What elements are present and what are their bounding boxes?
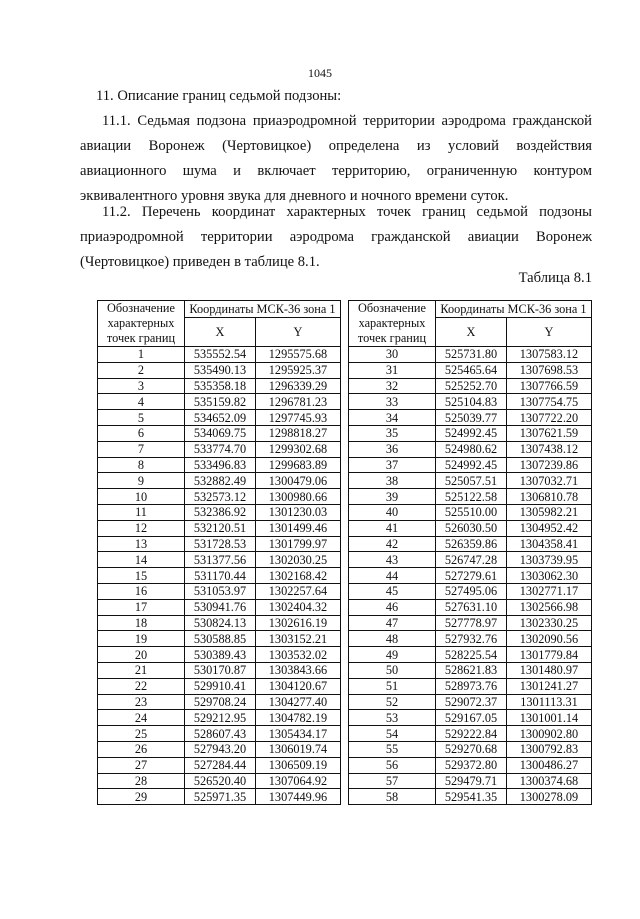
table-row (349, 694, 592, 710)
point-number-cell: 19 (98, 631, 185, 647)
point-number-cell: 26 (98, 741, 185, 757)
x-coordinate-cell: 525971.35 (185, 789, 256, 805)
point-number-cell: 33 (349, 394, 436, 410)
point-number-cell: 24 (98, 710, 185, 726)
x-coordinate-cell: 527284.44 (185, 757, 256, 773)
x-coordinate-cell: 529222.84 (436, 726, 507, 742)
table-row (349, 757, 592, 773)
table-caption: Таблица 8.1 (518, 270, 592, 286)
point-number-cell: 20 (98, 647, 185, 663)
point-number-cell: 16 (98, 583, 185, 599)
paragraph-subzone-description: 11.1. Седьмая подзона приаэродромной территории аэродрома гражданской авиации Воронеж (Чертовицкое) определена из условий воздействия авиационного шума и включает территорию, ограниченную контуром эквивалентного уровня звука для дневного и ночного времени суток. (80, 113, 592, 204)
table-row (98, 710, 341, 726)
point-number-cell: 34 (349, 410, 436, 426)
x-coordinate-cell: 531053.97 (185, 583, 256, 599)
y-coordinate-cell: 1303532.02 (256, 647, 341, 663)
table-row (98, 757, 341, 773)
x-coordinate-cell: 525039.77 (436, 410, 507, 426)
y-coordinate-cell: 1307754.75 (507, 394, 592, 410)
x-coordinate-cell: 534652.09 (185, 410, 256, 426)
point-number-cell: 2 (98, 362, 185, 378)
x-coordinate-cell: 527778.97 (436, 615, 507, 631)
y-coordinate-cell: 1302168.42 (256, 568, 341, 584)
table-row (98, 457, 341, 473)
y-coordinate-cell: 1306509.19 (256, 757, 341, 773)
y-coordinate-cell: 1296339.29 (256, 378, 341, 394)
table-row (98, 599, 341, 615)
table-row (349, 347, 592, 363)
x-coordinate-cell: 524980.62 (436, 441, 507, 457)
y-coordinate-cell: 1301241.27 (507, 678, 592, 694)
x-coordinate-cell: 525731.80 (436, 347, 507, 363)
y-coordinate-cell: 1297745.93 (256, 410, 341, 426)
y-coordinate-cell: 1302330.25 (507, 615, 592, 631)
table-row (98, 394, 341, 410)
x-coordinate-cell: 527943.20 (185, 741, 256, 757)
x-coordinate-cell: 525057.51 (436, 473, 507, 489)
x-coordinate-cell: 529212.95 (185, 710, 256, 726)
point-number-cell: 13 (98, 536, 185, 552)
x-coordinate-cell: 533496.83 (185, 457, 256, 473)
table-row (349, 726, 592, 742)
x-coordinate-cell: 529167.05 (436, 710, 507, 726)
point-number-cell: 8 (98, 457, 185, 473)
header-point-designation: Обозначение характерных точек границ (349, 301, 436, 347)
y-coordinate-cell: 1300792.83 (507, 741, 592, 757)
point-number-cell: 30 (349, 347, 436, 363)
table-row (98, 647, 341, 663)
y-coordinate-cell: 1304358.41 (507, 536, 592, 552)
y-coordinate-cell: 1302771.17 (507, 583, 592, 599)
point-number-cell: 28 (98, 773, 185, 789)
y-coordinate-cell: 1307449.96 (256, 789, 341, 805)
x-coordinate-cell: 531170.44 (185, 568, 256, 584)
table-row (98, 789, 341, 805)
table-row (98, 473, 341, 489)
point-number-cell: 37 (349, 457, 436, 473)
table-row (98, 662, 341, 678)
table-row (98, 520, 341, 536)
header-x: X (185, 318, 256, 347)
section-heading: 11. Описание границ седьмой подзоны: (96, 88, 342, 104)
y-coordinate-cell: 1307438.12 (507, 441, 592, 457)
x-coordinate-cell: 526030.50 (436, 520, 507, 536)
table-row (98, 773, 341, 789)
y-coordinate-cell: 1295575.68 (256, 347, 341, 363)
x-coordinate-cell: 533774.70 (185, 441, 256, 457)
x-coordinate-cell: 532882.49 (185, 473, 256, 489)
point-number-cell: 10 (98, 489, 185, 505)
table-row (98, 631, 341, 647)
y-coordinate-cell: 1307722.20 (507, 410, 592, 426)
point-number-cell: 58 (349, 789, 436, 805)
x-coordinate-cell: 528973.76 (436, 678, 507, 694)
y-coordinate-cell: 1302030.25 (256, 552, 341, 568)
x-coordinate-cell: 525465.64 (436, 362, 507, 378)
x-coordinate-cell: 528607.43 (185, 726, 256, 742)
x-coordinate-cell: 529708.24 (185, 694, 256, 710)
x-coordinate-cell: 527495.06 (436, 583, 507, 599)
y-coordinate-cell: 1300486.27 (507, 757, 592, 773)
point-number-cell: 31 (349, 362, 436, 378)
y-coordinate-cell: 1307239.86 (507, 457, 592, 473)
x-coordinate-cell: 526359.86 (436, 536, 507, 552)
header-y: Y (507, 318, 592, 347)
point-number-cell: 25 (98, 726, 185, 742)
table-row (98, 615, 341, 631)
x-coordinate-cell: 534069.75 (185, 425, 256, 441)
point-number-cell: 36 (349, 441, 436, 457)
point-number-cell: 49 (349, 647, 436, 663)
table-row (349, 362, 592, 378)
y-coordinate-cell: 1304120.67 (256, 678, 341, 694)
point-number-cell: 48 (349, 631, 436, 647)
table-body-right (349, 347, 592, 805)
x-coordinate-cell: 529479.71 (436, 773, 507, 789)
x-coordinate-cell: 535358.18 (185, 378, 256, 394)
point-number-cell: 23 (98, 694, 185, 710)
table-row (98, 726, 341, 742)
table-row (98, 378, 341, 394)
point-number-cell: 40 (349, 504, 436, 520)
table-row (349, 520, 592, 536)
point-number-cell: 32 (349, 378, 436, 394)
table-row (349, 552, 592, 568)
table-row (349, 378, 592, 394)
table-row (349, 599, 592, 615)
point-number-cell: 11 (98, 504, 185, 520)
table-body-left (98, 347, 341, 805)
y-coordinate-cell: 1304277.40 (256, 694, 341, 710)
y-coordinate-cell: 1303843.66 (256, 662, 341, 678)
table-row (349, 489, 592, 505)
table-row (349, 410, 592, 426)
y-coordinate-cell: 1307032.71 (507, 473, 592, 489)
y-coordinate-cell: 1303062.30 (507, 568, 592, 584)
point-number-cell: 42 (349, 536, 436, 552)
x-coordinate-cell: 529372.80 (436, 757, 507, 773)
table-row (349, 773, 592, 789)
x-coordinate-cell: 527631.10 (436, 599, 507, 615)
header-point-designation: Обозначение характерных точек границ (98, 301, 185, 347)
x-coordinate-cell: 530389.43 (185, 647, 256, 663)
y-coordinate-cell: 1300980.66 (256, 489, 341, 505)
x-coordinate-cell: 527932.76 (436, 631, 507, 647)
y-coordinate-cell: 1305434.17 (256, 726, 341, 742)
point-number-cell: 6 (98, 425, 185, 441)
table-row (349, 457, 592, 473)
x-coordinate-cell: 529072.37 (436, 694, 507, 710)
y-coordinate-cell: 1299302.68 (256, 441, 341, 457)
y-coordinate-cell: 1300902.80 (507, 726, 592, 742)
header-coordinates: Координаты МСК-36 зона 1 (436, 301, 592, 318)
point-number-cell: 50 (349, 662, 436, 678)
table-row (349, 441, 592, 457)
table-row (349, 741, 592, 757)
x-coordinate-cell: 530588.85 (185, 631, 256, 647)
point-number-cell: 29 (98, 789, 185, 805)
table-row (349, 710, 592, 726)
y-coordinate-cell: 1301499.46 (256, 520, 341, 536)
table-row (98, 504, 341, 520)
point-number-cell: 46 (349, 599, 436, 615)
point-number-cell: 44 (349, 568, 436, 584)
x-coordinate-cell: 526520.40 (185, 773, 256, 789)
y-coordinate-cell: 1302404.32 (256, 599, 341, 615)
point-number-cell: 18 (98, 615, 185, 631)
table-row (98, 694, 341, 710)
y-coordinate-cell: 1303739.95 (507, 552, 592, 568)
point-number-cell: 1 (98, 347, 185, 363)
x-coordinate-cell: 529270.68 (436, 741, 507, 757)
header-coordinates: Координаты МСК-36 зона 1 (185, 301, 341, 318)
y-coordinate-cell: 1299683.89 (256, 457, 341, 473)
header-y: Y (256, 318, 341, 347)
table-row (349, 615, 592, 631)
coordinates-table-left (97, 300, 341, 805)
x-coordinate-cell: 532386.92 (185, 504, 256, 520)
point-number-cell: 15 (98, 568, 185, 584)
point-number-cell: 27 (98, 757, 185, 773)
point-number-cell: 22 (98, 678, 185, 694)
y-coordinate-cell: 1307698.53 (507, 362, 592, 378)
x-coordinate-cell: 525122.58 (436, 489, 507, 505)
table-row (98, 552, 341, 568)
table-row (349, 504, 592, 520)
y-coordinate-cell: 1301230.03 (256, 504, 341, 520)
table-row (349, 568, 592, 584)
y-coordinate-cell: 1301779.84 (507, 647, 592, 663)
y-coordinate-cell: 1295925.37 (256, 362, 341, 378)
table-row (98, 347, 341, 363)
x-coordinate-cell: 531728.53 (185, 536, 256, 552)
point-number-cell: 21 (98, 662, 185, 678)
x-coordinate-cell: 528621.83 (436, 662, 507, 678)
table-row (98, 425, 341, 441)
x-coordinate-cell: 530941.76 (185, 599, 256, 615)
table-row (349, 425, 592, 441)
y-coordinate-cell: 1306019.74 (256, 741, 341, 757)
x-coordinate-cell: 530170.87 (185, 662, 256, 678)
x-coordinate-cell: 532573.12 (185, 489, 256, 505)
table-row (98, 410, 341, 426)
y-coordinate-cell: 1302257.64 (256, 583, 341, 599)
y-coordinate-cell: 1301113.31 (507, 694, 592, 710)
y-coordinate-cell: 1306810.78 (507, 489, 592, 505)
paragraph-coordinates-intro: 11.2. Перечень координат характерных точек границ седьмой подзоны приаэродромной территории аэродрома гражданской авиации Воронеж (Чертовицкое) приведен в таблице 8.1. (80, 204, 592, 270)
table-row (98, 536, 341, 552)
table-row (349, 394, 592, 410)
point-number-cell: 55 (349, 741, 436, 757)
point-number-cell: 3 (98, 378, 185, 394)
point-number-cell: 17 (98, 599, 185, 615)
point-number-cell: 7 (98, 441, 185, 457)
table-row (98, 741, 341, 757)
x-coordinate-cell: 525104.83 (436, 394, 507, 410)
point-number-cell: 51 (349, 678, 436, 694)
y-coordinate-cell: 1302566.98 (507, 599, 592, 615)
point-number-cell: 43 (349, 552, 436, 568)
point-number-cell: 45 (349, 583, 436, 599)
x-coordinate-cell: 525510.00 (436, 504, 507, 520)
y-coordinate-cell: 1298818.27 (256, 425, 341, 441)
y-coordinate-cell: 1302090.56 (507, 631, 592, 647)
x-coordinate-cell: 529910.41 (185, 678, 256, 694)
point-number-cell: 4 (98, 394, 185, 410)
table-row (349, 631, 592, 647)
coordinates-table-right (348, 300, 592, 805)
y-coordinate-cell: 1307766.59 (507, 378, 592, 394)
table-row (349, 536, 592, 552)
x-coordinate-cell: 530824.13 (185, 615, 256, 631)
table-row (349, 678, 592, 694)
table-row (349, 647, 592, 663)
y-coordinate-cell: 1301799.97 (256, 536, 341, 552)
table-row (349, 473, 592, 489)
point-number-cell: 9 (98, 473, 185, 489)
table-row (349, 789, 592, 805)
point-number-cell: 52 (349, 694, 436, 710)
page-number: 1045 (308, 66, 332, 80)
table-row (98, 583, 341, 599)
x-coordinate-cell: 524992.45 (436, 457, 507, 473)
y-coordinate-cell: 1307621.59 (507, 425, 592, 441)
point-number-cell: 5 (98, 410, 185, 426)
x-coordinate-cell: 525252.70 (436, 378, 507, 394)
point-number-cell: 47 (349, 615, 436, 631)
x-coordinate-cell: 531377.56 (185, 552, 256, 568)
point-number-cell: 35 (349, 425, 436, 441)
point-number-cell: 14 (98, 552, 185, 568)
table-row (98, 489, 341, 505)
x-coordinate-cell: 535552.54 (185, 347, 256, 363)
y-coordinate-cell: 1300374.68 (507, 773, 592, 789)
point-number-cell: 41 (349, 520, 436, 536)
table-row (98, 362, 341, 378)
table-row (98, 441, 341, 457)
table-row (98, 568, 341, 584)
y-coordinate-cell: 1304782.19 (256, 710, 341, 726)
x-coordinate-cell: 528225.54 (436, 647, 507, 663)
y-coordinate-cell: 1301001.14 (507, 710, 592, 726)
y-coordinate-cell: 1307064.92 (256, 773, 341, 789)
y-coordinate-cell: 1300479.06 (256, 473, 341, 489)
y-coordinate-cell: 1304952.42 (507, 520, 592, 536)
point-number-cell: 56 (349, 757, 436, 773)
table-row (349, 662, 592, 678)
x-coordinate-cell: 535490.13 (185, 362, 256, 378)
point-number-cell: 57 (349, 773, 436, 789)
x-coordinate-cell: 524992.45 (436, 425, 507, 441)
y-coordinate-cell: 1302616.19 (256, 615, 341, 631)
table-row (98, 678, 341, 694)
x-coordinate-cell: 535159.82 (185, 394, 256, 410)
y-coordinate-cell: 1305982.21 (507, 504, 592, 520)
table-row (349, 583, 592, 599)
y-coordinate-cell: 1300278.09 (507, 789, 592, 805)
point-number-cell: 53 (349, 710, 436, 726)
y-coordinate-cell: 1296781.23 (256, 394, 341, 410)
header-x: X (436, 318, 507, 347)
y-coordinate-cell: 1307583.12 (507, 347, 592, 363)
x-coordinate-cell: 526747.28 (436, 552, 507, 568)
x-coordinate-cell: 529541.35 (436, 789, 507, 805)
point-number-cell: 38 (349, 473, 436, 489)
point-number-cell: 54 (349, 726, 436, 742)
y-coordinate-cell: 1301480.97 (507, 662, 592, 678)
x-coordinate-cell: 527279.61 (436, 568, 507, 584)
point-number-cell: 12 (98, 520, 185, 536)
y-coordinate-cell: 1303152.21 (256, 631, 341, 647)
point-number-cell: 39 (349, 489, 436, 505)
x-coordinate-cell: 532120.51 (185, 520, 256, 536)
